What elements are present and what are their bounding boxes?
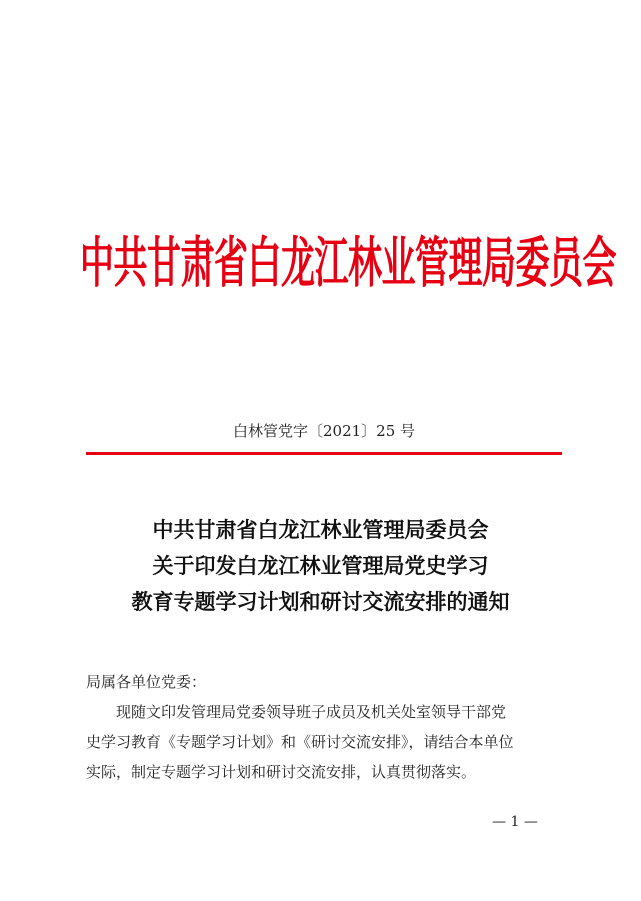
document-body [86,667,562,787]
page-number: — 1 — [492,814,538,830]
document-title [60,512,581,620]
salutation: 局属各单位党委： [86,673,207,691]
document-number: 白林管党字〔2021〕25 号 [232,422,416,440]
body-line-2: 史学习教育《专题学习计划》和《研讨交流安排》，请结合本单位 [86,733,514,751]
red-divider-rule [86,452,562,455]
body-line-1: 现随文印发管理局党委领导班子成员及机关处室领导干部党 [116,703,507,721]
body-line-3: 实际，制定专题学习计划和研讨交流安排，认真贯彻落实。 [86,763,477,781]
title-line-1: 中共甘肃省白龙江林业管理局委员会 [152,517,489,542]
title-line-3: 教育专题学习计划和研讨交流安排的通知 [131,589,510,614]
title-line-2: 关于印发白龙江林业管理局党史学习 [152,553,489,578]
red-masthead: 中共甘肃省白龙江林业管理局委员会 [80,232,616,296]
